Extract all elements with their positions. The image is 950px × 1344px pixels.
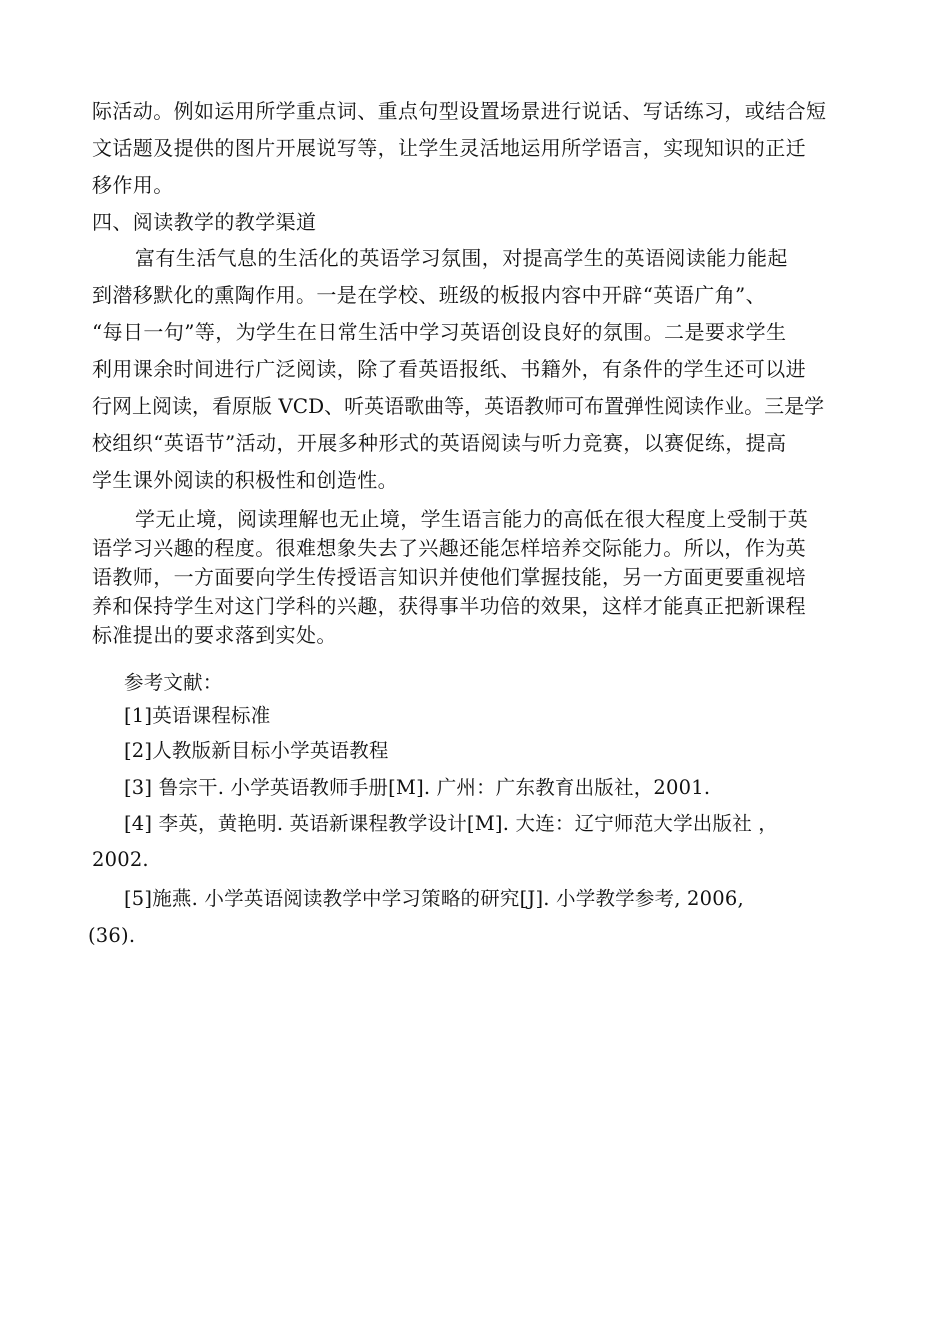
intro-line-1: 际活动。例如运用所学重点词、重点句型设置场景进行说话、写话练习，或结合短 [92,99,827,123]
intro-line-2: 文话题及提供的图片开展说写等，让学生灵活地运用所学语言，实现知识的正迁 [92,136,806,160]
para2-line-2: 语学习兴趣的程度。很难想象失去了兴趣还能怎样培养交际能力。所以，作为英 [92,536,806,560]
para1-line-3: “每日一句”等，为学生在日常生活中学习英语创设良好的氛围。二是要求学生 [92,320,787,344]
reference-item-4: [4] 李英，黄艳明. 英语新课程教学设计[M]. 大连：辽宁师范大学出版社 ， [124,812,778,835]
para1-line-5: 行网上阅读，看原版 VCD、听英语歌曲等，英语教师可布置弹性阅读作业。三是学 [92,394,825,418]
section-heading: 四、阅读教学的教学渠道 [92,210,317,234]
para1-line-4: 利用课余时间进行广泛阅读，除了看英语报纸、书籍外，有条件的学生还可以进 [92,357,806,381]
para1-line-1: 富有生活气息的生活化的英语学习氛围，对提高学生的英语阅读能力能起 [135,246,788,270]
reference-item-4-cont: 2002. [92,848,149,871]
para1-line-7: 学生课外阅读的积极性和创造性。 [92,468,398,492]
reference-item-2: [2]人教版新目标小学英语教程 [124,739,389,762]
para2-line-4: 养和保持学生对这门学科的兴趣，获得事半功倍的效果，这样才能真正把新课程 [92,594,806,618]
para1-line-2: 到潜移默化的熏陶作用。一是在学校、班级的板报内容中开辟“英语广角”、 [92,283,767,307]
reference-item-3: [3] 鲁宗干. 小学英语教师手册[M]. 广州：广东教育出版社，2001. [124,776,711,799]
para2-line-1: 学无止境，阅读理解也无止境，学生语言能力的高低在很大程度上受制于英 [135,507,809,531]
para2-line-5: 标准提出的要求落到实处。 [92,623,337,647]
reference-item-5: [5]施燕. 小学英语阅读教学中学习策略的研究[J]. 小学教学参考, 2006, [124,887,744,910]
para1-line-6: 校组织“英语节”活动，开展多种形式的英语阅读与听力竞赛，以赛促练，提高 [92,431,787,455]
reference-item-1: [1]英语课程标准 [124,704,271,727]
para2-line-3: 语教师，一方面要向学生传授语言知识并使他们掌握技能，另一方面更要重视培 [92,565,806,589]
reference-item-5-cont: (36). [88,924,136,947]
references-title: 参考文献： [124,671,223,694]
intro-line-3: 移作用。 [92,173,174,197]
